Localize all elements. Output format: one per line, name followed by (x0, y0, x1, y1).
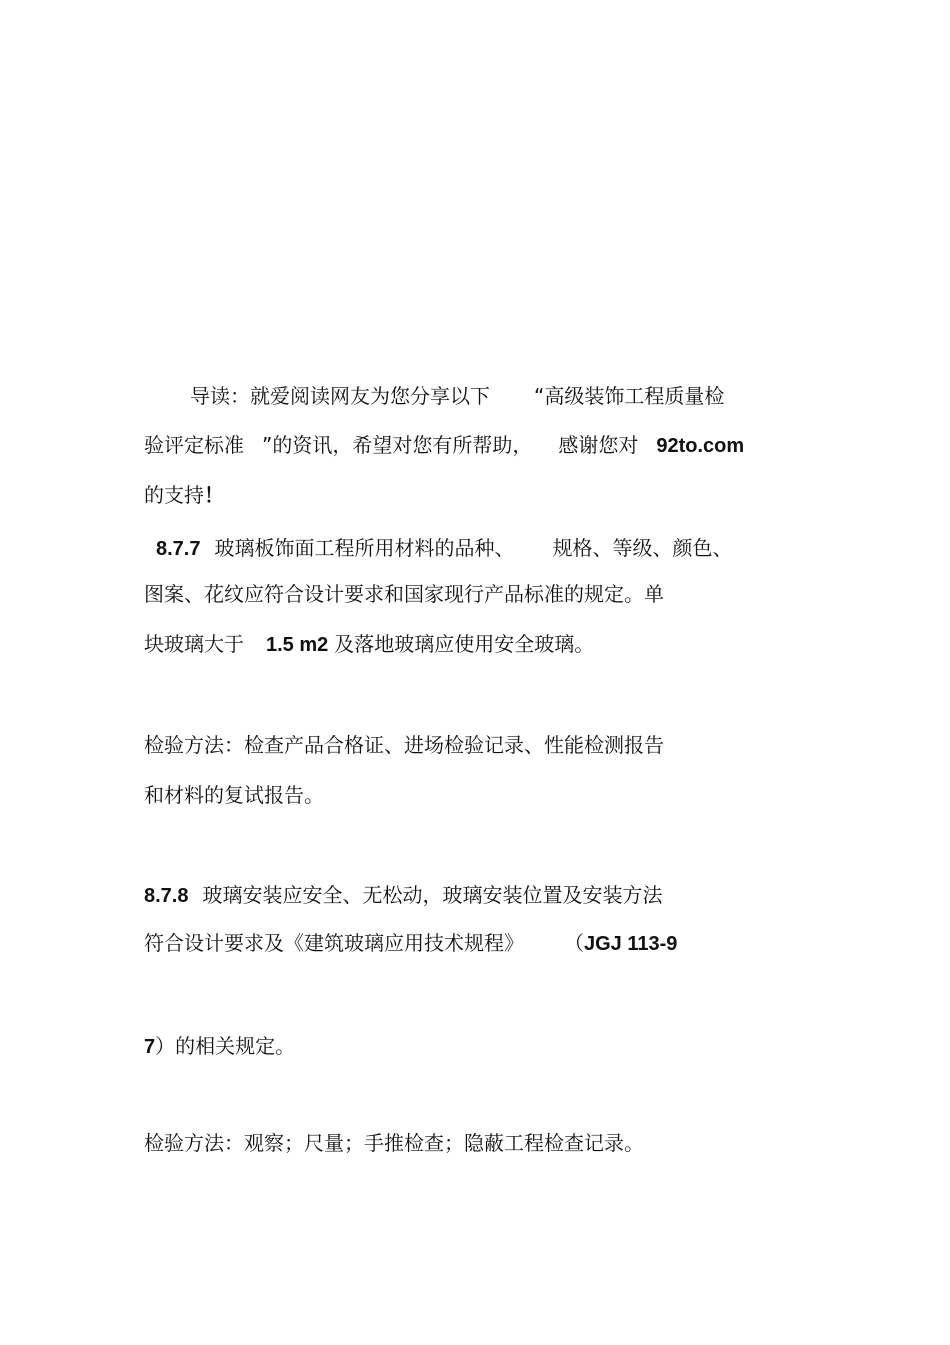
clause-878-code: JGJ 113-9 (584, 933, 678, 955)
clause-878-text-1: 玻璃安装应安全、无松动，玻璃安装位置及安装方法 (202, 883, 663, 907)
intro-line-3 (144, 483, 224, 508)
intro-exclaim: ！ (204, 485, 224, 507)
clause-878-line-2 (144, 931, 677, 956)
intro-text-2: ”的资讯，希望对您有所帮助， (262, 433, 533, 457)
intro-title-end: 验评定标准 (144, 433, 244, 457)
site-name: 92to.com (656, 435, 745, 457)
clause-877-text-4: 块玻璃大于 (144, 632, 244, 656)
method-2-line-1 (144, 1131, 644, 1155)
clause-877-text-3: 图案、花纹应符合设计要求和国家现行产品标准的规定。单 (144, 582, 664, 606)
clause-878-text-3: ）的相关规定。 (155, 1034, 296, 1058)
clause-877-text-5: 及落地玻璃应使用安全玻璃。 (334, 632, 595, 656)
intro-line-1 (190, 384, 724, 408)
clause-878-text-2: 符合设计要求及《建筑玻璃应用技术规程》 (144, 931, 524, 955)
intro-text: 导读：就爱阅读网友为您分享以下 (190, 384, 490, 408)
clause-878-line-1 (144, 883, 662, 908)
intro-line-2 (144, 433, 744, 458)
clause-878-paren: （ (564, 931, 584, 955)
clause-877-text-1: 玻璃板饰面工程所用材料的品种、 (214, 536, 515, 560)
clause-877-number: 8.7.7 (156, 538, 201, 560)
clause-877-line-2 (144, 582, 664, 606)
method-1-line-1 (144, 733, 664, 757)
clause-878-line-3 (144, 1034, 295, 1059)
clause-878-number: 8.7.8 (144, 885, 189, 907)
method-1-line-2 (144, 783, 324, 807)
clause-877-value: 1.5 m2 (266, 634, 329, 656)
intro-support: 的支持 (144, 483, 204, 507)
method-1-text-1: 检验方法：检查产品合格证、进场检验记录、性能检测报告 (144, 733, 664, 757)
intro-title-part: “高级装饰工程质量检 (534, 384, 725, 408)
clause-877-line-1 (156, 536, 732, 561)
clause-878-code-end: 7 (144, 1036, 156, 1058)
method-2-text-1: 检验方法：观察；尺量；手推检查；隐蔽工程检查记录。 (144, 1131, 644, 1155)
method-1-text-2: 和材料的复试报告。 (144, 783, 324, 807)
clause-877-text-2: 规格、等级、颜色、 (552, 536, 733, 560)
clause-877-line-3 (144, 632, 594, 657)
intro-thanks: 感谢您对 (558, 433, 639, 457)
